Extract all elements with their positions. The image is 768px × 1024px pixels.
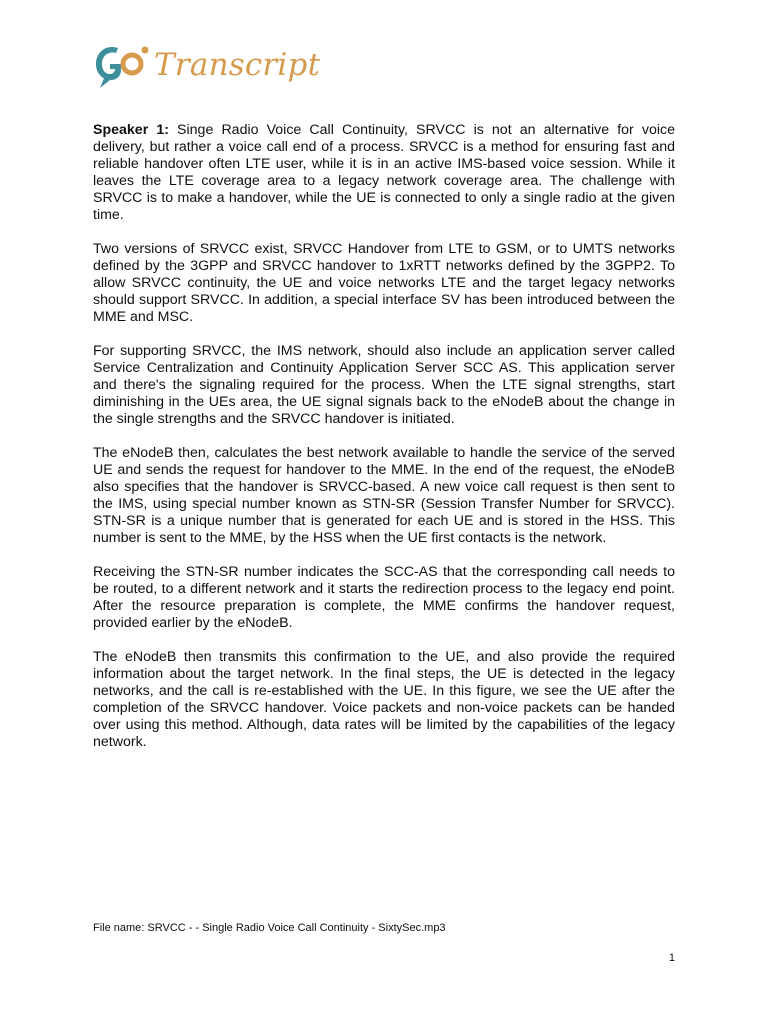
transcript-paragraph: For supporting SRVCC, the IMS network, should also include an application server called Service Centralization and Continuity Application Server SCC AS. This application server and there's the signaling required for the process. When the LTE signal strengths, start diminishing in the UEs area, the UE signal signals back to the eNodeB about the change in the single strengths and the SRVCC handover is initiated. [93, 343, 675, 427]
logo-text: Transcript [154, 47, 321, 83]
paragraph-text: Singe Radio Voice Call Continuity, SRVCC is not an alternative for voice delivery, but rather a voice call end of a process. SRVCC is a method for ensuring fast and reliable handover often LTE user, while it is in an active IMS-based voice session. While it leaves the LTE coverage area to a legacy network coverage area. The challenge with SRVCC is to make a handover, while the UE is connected to only a single radio at the given time. [93, 122, 675, 223]
transcript-paragraph [93, 122, 675, 224]
transcript-paragraph: Two versions of SRVCC exist, SRVCC Handover from LTE to GSM, or to UMTS networks defined by the 3GPP and SRVCC handover to 1xRTT networks defined by the 3GPP2. To allow SRVCC continuity, the UE and voice networks LTE and the target legacy networks should support SRVCC. In addition, a special interface SV has been introduced between the MME and MSC. [93, 241, 675, 325]
gotranscript-logo-icon [92, 40, 150, 90]
transcript-paragraph: The eNodeB then transmits this confirmation to the UE, and also provide the required information about the target network. In the final steps, the UE is detected in the legacy networks, and the call is re-established with the UE. In this figure, we see the UE after the completion of the SRVCC handover. Voice packets and non-voice packets can be handed over using this method. Although, data rates will be limited by the capabilities of the legacy network. [93, 649, 675, 750]
transcript-paragraph: The eNodeB then, calculates the best network available to handle the service of the served UE and sends the request for handover to the MME. In the end of the request, the eNodeB also specifies that the handover is SRVCC-based. A new voice call request is then sent to the IMS, using special number known as STN-SR (Session Transfer Number for SRVCC). STN-SR is a unique number that is generated for each UE and is stored in the HSS. This number is sent to the MME, by the HSS when the UE first contacts is the network. [93, 445, 675, 546]
footer-file-name: File name: SRVCC - - Single Radio Voice Call Continuity - SixtySec.mp3 [93, 922, 446, 934]
page-number: 1 [668, 952, 675, 964]
speaker-label: Speaker 1: [93, 122, 169, 138]
header-logo [92, 40, 320, 90]
transcript-body [93, 122, 675, 768]
transcript-paragraph: Receiving the STN-SR number indicates the SCC-AS that the corresponding call needs to be routed, to a different network and it starts the redirection process to the legacy end point. After the resource preparation is complete, the MME confirms the handover request, provided earlier by the eNodeB. [93, 564, 675, 631]
